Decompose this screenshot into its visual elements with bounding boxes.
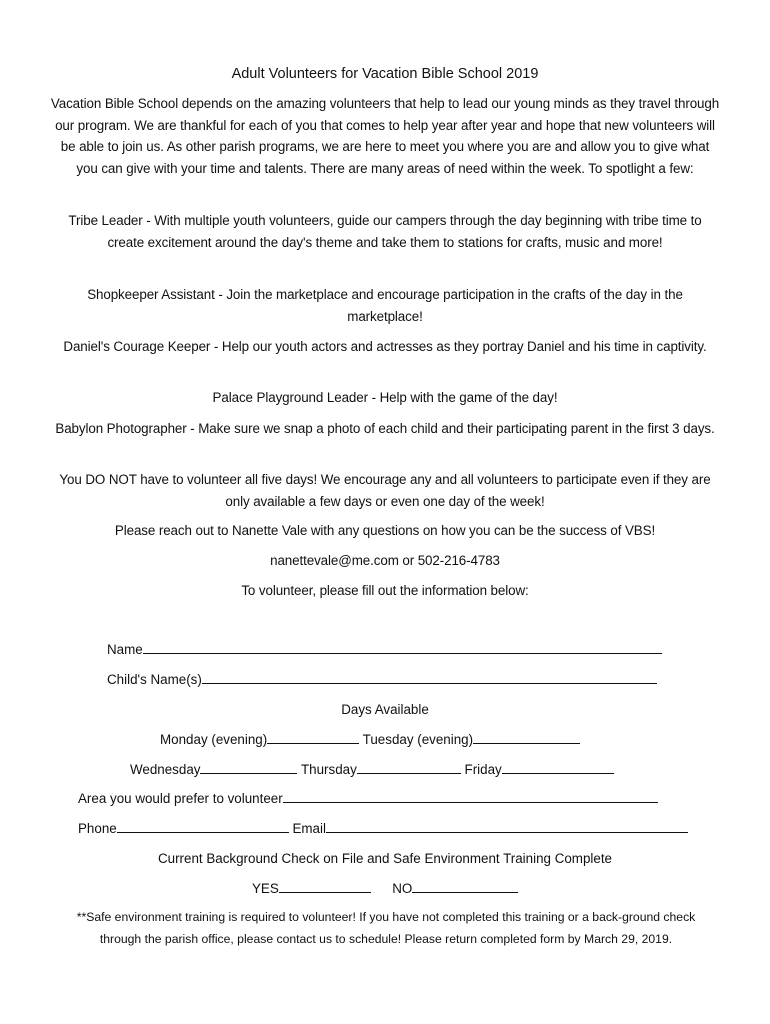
- role-shopkeeper-assistant: Shopkeeper Assistant - Join the marketplace and encourage participation in the crafts of the day in the marketplace!: [87, 287, 683, 324]
- role-tribe-leader: Tribe Leader - With multiple youth volunteers, guide our campers through the day beginning with tribe time to create excitement around the day's theme and take them to stations for crafts, music and more!: [68, 213, 702, 250]
- background-check-heading: Current Background Check on File and Safe Environment Training Complete: [157, 851, 613, 866]
- name-label: Name: [107, 642, 143, 657]
- monday-tuesday-row: [160, 730, 580, 750]
- page-title: Adult Volunteers for Vacation Bible School 2019: [231, 66, 539, 82]
- contact-line: nanettevale@me.com or 502-216-4783: [270, 553, 500, 568]
- thursday-field[interactable]: [357, 760, 461, 774]
- name-row: [107, 640, 662, 660]
- no-label: NO: [392, 881, 413, 896]
- area-label: Area you would prefer to volunteer: [78, 791, 283, 806]
- email-label: Email: [292, 821, 326, 836]
- thursday-label: Thursday: [300, 762, 357, 777]
- child-name-field[interactable]: [202, 670, 657, 684]
- friday-label: Friday: [464, 762, 502, 777]
- phone-field[interactable]: [117, 819, 289, 833]
- yes-field[interactable]: [279, 879, 371, 893]
- role-courage-keeper: Daniel's Courage Keeper - Help our youth actors and actresses as they portray Daniel and his time in captivity.: [63, 339, 707, 354]
- email-field[interactable]: [326, 819, 688, 833]
- monday-field[interactable]: [267, 730, 359, 744]
- wednesday-label: Wednesday: [130, 762, 201, 777]
- footnote: **Safe environment training is required to volunteer! If you have not completed this training or a back-ground check through the parish office, please contact us to schedule! Please return completed form by March 29, 2019.: [76, 910, 696, 946]
- area-field[interactable]: [283, 789, 658, 803]
- friday-field[interactable]: [502, 760, 614, 774]
- instruction-line: To volunteer, please fill out the information below:: [241, 583, 529, 598]
- wednesday-field[interactable]: [200, 760, 297, 774]
- name-field[interactable]: [143, 640, 662, 654]
- intro-paragraph: Vacation Bible School depends on the amazing volunteers that help to lead our young minds as they travel through our program. We are thankful for each of you that comes to help year after year and hope that new volunteers will be able to join us. As other parish programs, we are here to meet you where you are and allow you to give what you can give with your time and talents. There are many areas of need within the week. To spotlight a few:: [50, 96, 720, 176]
- yes-no-row: [252, 879, 518, 899]
- days-heading: Days Available: [341, 702, 429, 717]
- wed-thu-fri-row: [130, 760, 614, 780]
- tuesday-label: Tuesday (evening): [362, 732, 474, 747]
- yes-label: YES: [252, 881, 279, 896]
- phone-label: Phone: [78, 821, 117, 836]
- no-field[interactable]: [412, 879, 518, 893]
- tuesday-field[interactable]: [473, 730, 580, 744]
- reach-out-line: Please reach out to Nanette Vale with any questions on how you can be the success of VBS!: [114, 523, 656, 538]
- role-playground-leader: Palace Playground Leader - Help with the game of the day!: [212, 390, 558, 405]
- child-name-row: [107, 670, 657, 690]
- not-all-days-paragraph: You DO NOT have to volunteer all five days! We encourage any and all volunteers to participate even if they are only available a few days or even one day of the week!: [59, 472, 711, 509]
- area-row: [78, 789, 658, 809]
- role-photographer: Babylon Photographer - Make sure we snap a photo of each child and their participating parent in the first 3 days.: [55, 421, 715, 436]
- phone-email-row: [78, 819, 688, 839]
- child-name-label: Child's Name(s): [107, 672, 202, 687]
- monday-label: Monday (evening): [160, 732, 268, 747]
